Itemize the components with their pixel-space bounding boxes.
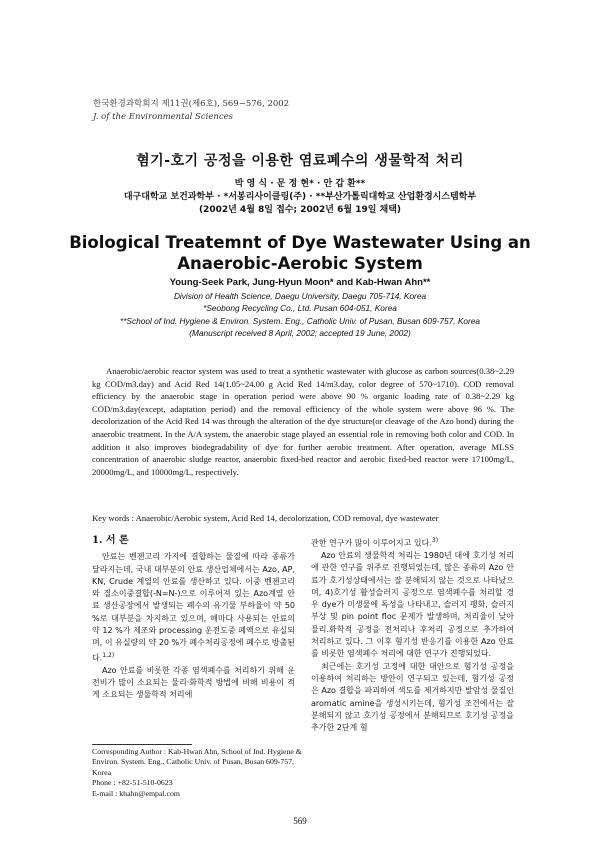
english-affiliations (0, 290, 600, 340)
intro-paragraph-1 (92, 551, 295, 664)
keywords: Key words : Anaerobic/Aerobic system, Acid Red 14, decolorization, COD removal, dye wastewater (92, 513, 439, 523)
footnote-divider (92, 744, 192, 745)
journal-name-english: J. of the Environmental Sciences (93, 112, 234, 122)
intro-paragraph-1-text: 안료는 벤젠고리 가지에 결합하는 물질에 따라 종류가 달라지는데, 국내 대부분의 안료 생산업체에서는 Azo, AP, KN, Crude 계열의 안료를 생산하고 있다. 이중 벤젠고리와 질소이중결합(-N=N-)으로 이루어져 있는 Azo계열 안료 생산공장에서 발생되는 폐수의 유기물 부하율이 약 50 %로 대부분을 차지하고 있으며, 해마다 사용되는 안료의 약 12 %가 제조와 processing 운전도중 폐액으로 유실되며, 이 유실량의 약 20 %가 폐수처리공정에 폐수로 방출된다. (92, 552, 295, 663)
citation: 1,2) (102, 651, 115, 659)
citation: 3) (431, 537, 439, 544)
right-column (311, 535, 514, 734)
footnote-phone: Phone : +82-51-510-0623 (92, 778, 173, 788)
journal-header (93, 98, 289, 124)
intro-paragraph-4: 최근에는 호기성 고정에 대한 대안으로 혐기성 공정을 이용하여 처리하는 방안이 연구되고 있는데, 혐기성 공정은 Azo 결합을 파괴하여 색도를 제거하지만 발암성 물질인 aromatic amine을 생성시키는데, 혐기성 조건에서는 잘 분해되지 않고 호기성 공정에서 분해되므로 호기성 공정을 추가한 2단계 혐 (311, 661, 514, 733)
english-authors: Young-Seek Park, Jung-Hyun Moon* and Kab-Hwan Ahn** (169, 277, 431, 288)
intro-paragraph-continued (311, 535, 514, 550)
page-number: 569 (293, 816, 307, 826)
corresponding-author-footnote (92, 747, 302, 799)
affiliation-3: **School of Ind. Hygiene & Environ. System. Eng., Catholic Univ. of Pusan, Busan 609-757, Korea (119, 315, 481, 326)
footnote-email: E-mail : khahn@empal.com (92, 788, 180, 798)
intro-paragraph-2: Azo 안료를 비롯한 각종 염색폐수를 처리하기 위해 운전비가 많이 소요되는 물리·화학적 방법에 비해 비용이 적게 소요되는 생물학적 처리에 (92, 665, 295, 700)
abstract-text: Anaerobic/aerobic reactor system was used to treat a synthetic wastewater with glucose as carbon sources(0.38~2.29 kg COD/m3.day) and Acid Red 14(1.05~24.00 g Acid Red 14/m3.day, color degree of 570~1710). COD removal efficiency by the anaerobic stage in operation period were above 90 % organic loading rate of 0.38~2.29 kg COD/m3.day(except, adaptation period) and the removal efficiency of the whole system were above 96 %. The decolorization of the Acid Red 14 was through the alteration of the dye structure(or cleavage of the Azo bond) during the anaerobic treatment. In the A/A system, the anaerobic stage played an essential role in removing both color and COD. In addition it also improves biodegradability of dye for further aerobic treatment. After operation, average MLSS concentration of anaerobic sludge reactor, anaerobic fixed-bed reactor and aerobic fixed-bed reactor were 17100mg/L, 20000mg/L, and 10000mg/L, respectively. (92, 366, 514, 477)
korean-title: 혐기-호기 공정을 이용한 염료폐수의 생물학적 처리 (136, 153, 464, 169)
journal-citation-korean: 한국환경과학회지 제11권(제6호), 569~576, 2002 (93, 99, 290, 109)
section-heading-introduction: 1. 서 론 (92, 535, 129, 546)
korean-author-names: 박 영 식 · 문 정 현* · 안 갑 환** (234, 179, 366, 189)
korean-dates: (2002년 4월 8일 접수; 2002년 6월 19일 채택) (198, 205, 402, 215)
manuscript-dates: (Manuscript received 8 April, 2002; accepted 19 June, 2002) (189, 328, 411, 339)
abstract (92, 365, 514, 478)
korean-author-block (0, 178, 600, 217)
continued-text: 관한 연구가 많이 이루어지고 있다. (311, 538, 432, 548)
affiliation-1: Division of Health Science, Daegu University, Daegu 705-714, Korea (173, 291, 427, 301)
intro-paragraph-3: Azo 안료의 생물학적 처리는 1980년 대에 호기성 처리에 관한 연구를 위주로 진행되었는데, 많은 종류의 Azo 안료가 호기성상태에서는 잘 분해되지 않는 것으로 나타났으며, 4)호기성 활성슬러지 공정으로 염색폐수를 처리할 경우 dye가 미생물에 독성을 나타내고, 슬러지 팽화, 슬러지 부상 및 pin point floc 문제가 발생하며, 처리율이 낮아 물리.화학적 공정을 전처리나 후처리 공정으로 추가하여 처리하고 있다. 그 이후 혐기성 반응기를 이용한 Azo 안료를 비롯한 염색폐수 처리에 대한 연구가 진행되었다. (311, 550, 514, 659)
footnote-author: Corresponding Author : Kab-Hwan Ahn, School of Ind. Hygiene & Environ. System. Eng., Catholic Univ. of Pusan, Busan 609-757, Korea (92, 747, 302, 777)
affiliation-2: *Seobong Recycling Co., Ltd. Pusan 604-051, Korea (203, 303, 397, 314)
english-title-line1: Biological Treatemnt of Dye Wastewater Using an (69, 233, 531, 252)
english-title (0, 232, 600, 274)
korean-affiliations: 대구대학교 보건과학부 · *서봉리사이클링(주) · **부산가톨릭대학교 산업환경시스템학부 (123, 192, 477, 202)
left-column (92, 535, 295, 702)
english-title-line2: Anaerobic-Aerobic System (177, 254, 423, 273)
